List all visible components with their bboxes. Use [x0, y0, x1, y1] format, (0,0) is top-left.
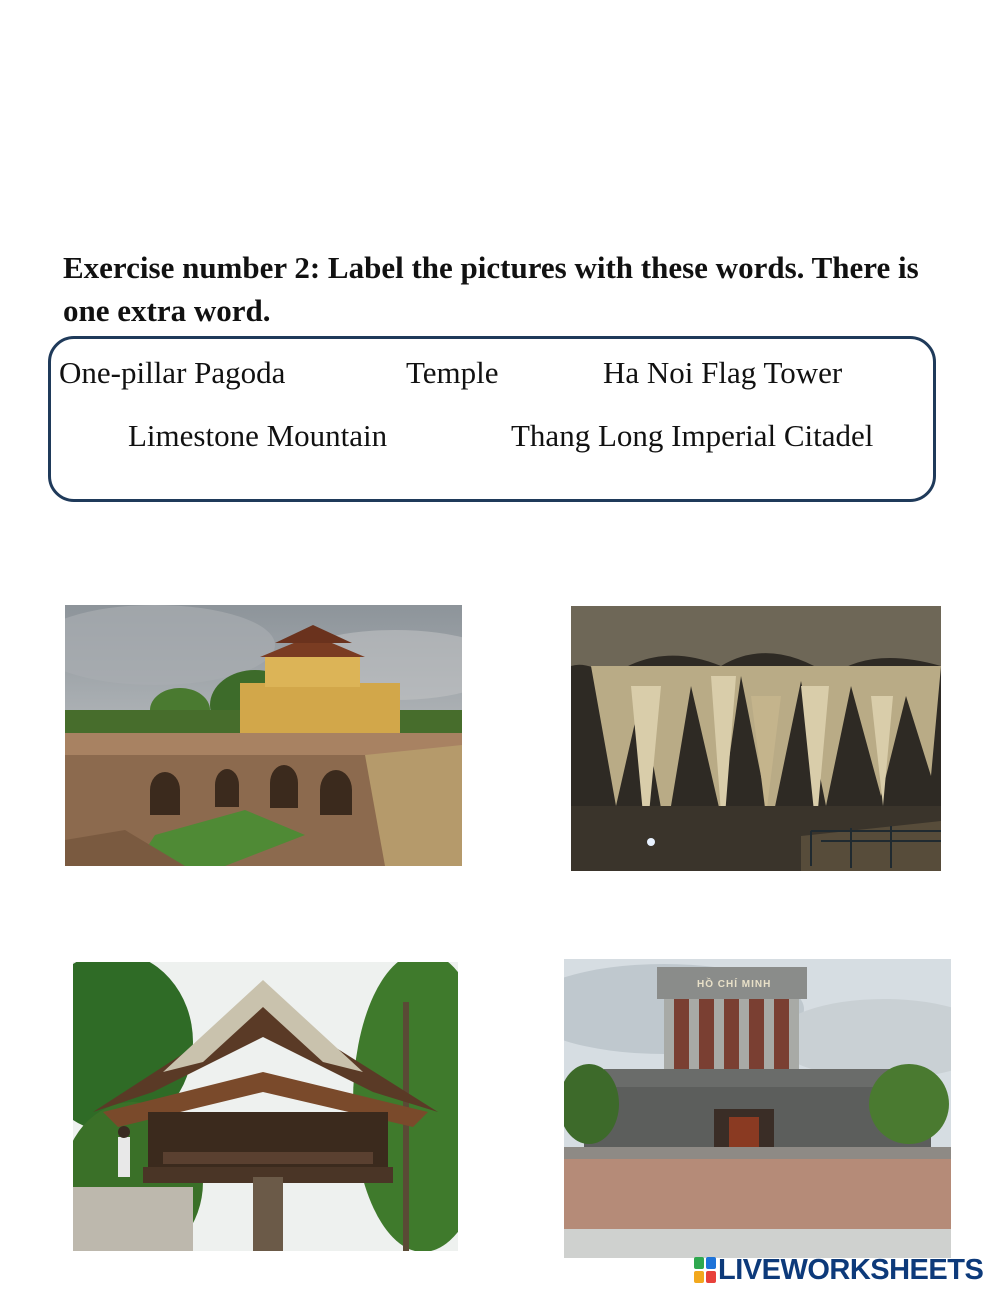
photo-limestone-cave: [571, 606, 941, 871]
photo-mausoleum: [564, 959, 951, 1258]
word-bank-item: Thang Long Imperial Citadel: [511, 418, 874, 453]
photo-citadel: [65, 605, 462, 866]
mausoleum-image: [564, 959, 951, 1258]
exercise-instruction: Exercise number 2: Label the pictures with these words. There is one extra word.: [63, 250, 919, 328]
word-bank-item: Ha Noi Flag Tower: [603, 355, 843, 390]
pagoda-image: [73, 962, 458, 1251]
word-bank-item: One-pillar Pagoda: [59, 355, 286, 390]
word-bank-item: Limestone Mountain: [128, 418, 388, 453]
cave-image: [571, 606, 941, 871]
liveworksheets-logo: [694, 1254, 983, 1286]
liveworksheets-logo-icon: [694, 1257, 716, 1283]
word-bank-item: Temple: [406, 355, 499, 390]
citadel-image: [65, 605, 462, 866]
photo-one-pillar-pagoda: [73, 962, 458, 1251]
mausoleum-sign: HỒ CHÍ MINH: [697, 979, 772, 990]
liveworksheets-logo-text: LIVEWORKSHEETS: [718, 1254, 984, 1286]
